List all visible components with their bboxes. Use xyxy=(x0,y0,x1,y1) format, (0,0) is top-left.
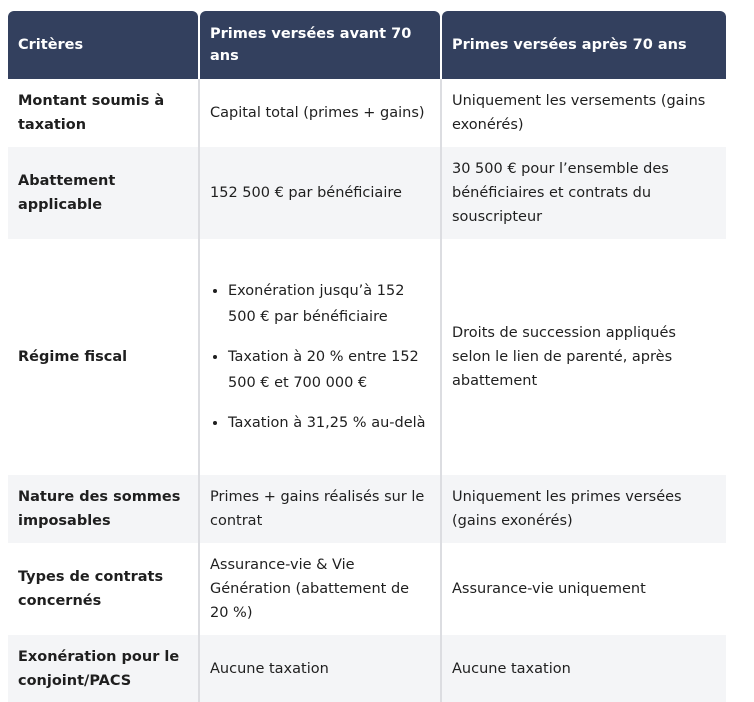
list-item: • Taxation à 20 % entre 152 500 € et 700 000 € xyxy=(228,344,430,396)
before-70-cell: Assurance-vie & Vie Génération (abattement de 20 %) xyxy=(198,543,440,635)
criterion-cell: Types de contrats concernés xyxy=(8,543,198,635)
list-item: • Taxation à 31,25 % au-delà xyxy=(228,410,430,436)
header-after-70: Primes versées après 70 ans xyxy=(442,11,726,79)
table-row xyxy=(8,147,726,239)
after-70-cell: Aucune taxation xyxy=(440,635,726,702)
header-criteria: Critères xyxy=(8,11,198,79)
after-70-cell: Droits de succession appliqués selon le lien de parenté, après abattement xyxy=(440,239,726,475)
criterion-cell: Abattement applicable xyxy=(8,147,198,239)
criterion-cell: Montant soumis à taxation xyxy=(8,79,198,147)
criterion-cell: Régime fiscal xyxy=(8,239,198,475)
before-70-cell xyxy=(198,239,440,475)
table-row xyxy=(8,543,726,635)
table-header xyxy=(8,11,726,79)
table-row xyxy=(8,475,726,543)
criterion-cell: Nature des sommes imposables xyxy=(8,475,198,543)
before-70-cell: Capital total (primes + gains) xyxy=(198,79,440,147)
table-row xyxy=(8,239,726,475)
header-before-70: Primes versées avant 70 ans xyxy=(200,11,440,79)
before-70-cell: 152 500 € par bénéficiaire xyxy=(198,147,440,239)
after-70-cell: Uniquement les primes versées (gains exonérés) xyxy=(440,475,726,543)
tax-regime-list xyxy=(210,278,430,436)
criterion-cell: Exonération pour le conjoint/PACS xyxy=(8,635,198,702)
before-70-cell: Primes + gains réalisés sur le contrat xyxy=(198,475,440,543)
list-item: • Exonération jusqu’à 152 500 € par bénéficiaire xyxy=(228,278,430,330)
table-row xyxy=(8,635,726,702)
comparison-table xyxy=(8,11,726,702)
before-70-cell: Aucune taxation xyxy=(198,635,440,702)
table-row xyxy=(8,79,726,147)
after-70-cell: Assurance-vie uniquement xyxy=(440,543,726,635)
after-70-cell: 30 500 € pour l’ensemble des bénéficiaires et contrats du souscripteur xyxy=(440,147,726,239)
after-70-cell: Uniquement les versements (gains exonérés) xyxy=(440,79,726,147)
